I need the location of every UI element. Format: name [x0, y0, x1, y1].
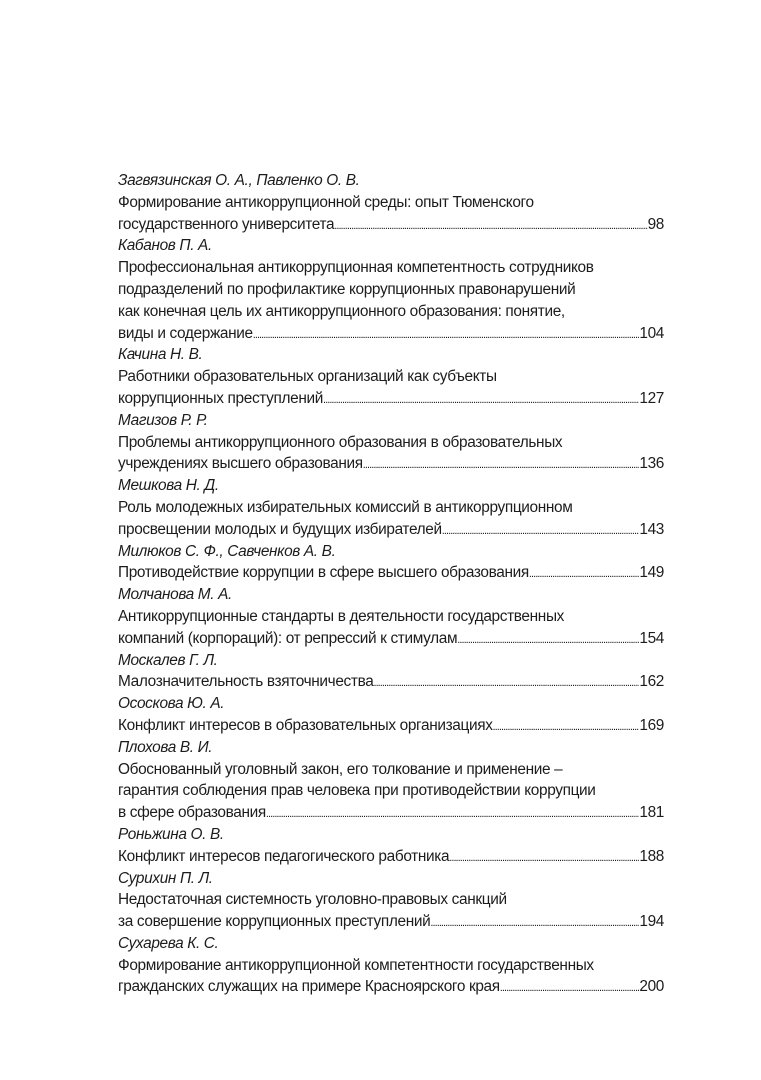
dot-leader — [457, 628, 639, 650]
toc-entry-title-line: учреждениях высшего образования — [118, 455, 363, 473]
toc-entry-final-line — [118, 802, 664, 824]
dot-leader — [334, 214, 647, 236]
toc-entry-author: Ососкова Ю. А. — [118, 695, 225, 713]
toc-entry-title-line: как конечная цель их антикоррупционного образования: понятие, — [118, 302, 565, 320]
toc-entry-title-line: просвещении молодых и будущих избирателей — [118, 520, 442, 538]
table-of-contents — [118, 170, 664, 998]
toc-entry-title-line: государственного университета — [118, 215, 335, 233]
toc-entry-title-line: Профессиональная антикоррупционная компетентность сотрудников — [118, 259, 594, 277]
toc-entry-title-line: компаний (корпораций): от репрессий к стимулам — [118, 629, 458, 647]
toc-entry-title-line: гарантия соблюдения прав человека при противодействии коррупции — [118, 782, 596, 800]
toc-entry-final-line — [118, 323, 664, 345]
toc-entry — [118, 475, 664, 540]
toc-entry-author: Сухарева К. С. — [118, 934, 219, 952]
toc-entry-author: Плохова В. И. — [118, 738, 213, 756]
toc-entry-author: Качина Н. В. — [118, 346, 203, 364]
toc-entry-title-line: Противодействие коррупции в сфере высшего образования — [118, 564, 529, 582]
toc-entry — [118, 170, 664, 235]
toc-entry-title-line: Работники образовательных организаций как субъекты — [118, 368, 497, 386]
toc-entry-author: Москалев Г. Л. — [118, 651, 218, 669]
dot-leader — [363, 453, 640, 475]
toc-entry-final-line — [118, 214, 664, 236]
page-number: 154 — [639, 629, 664, 647]
toc-entry — [118, 693, 664, 737]
page-number: 143 — [639, 520, 664, 538]
toc-entry — [118, 584, 664, 649]
toc-entry-final-line — [118, 911, 664, 933]
toc-entry-title-line: Малозначительность взяточничества — [118, 673, 374, 691]
dot-leader — [373, 671, 639, 693]
page-number: 162 — [639, 673, 664, 691]
dot-leader — [529, 562, 640, 584]
dot-leader — [442, 519, 640, 541]
toc-entry-title-line: в сфере образования — [118, 804, 266, 822]
toc-entry-title-line: Конфликт интересов педагогического работника — [118, 847, 450, 865]
page-number: 181 — [639, 804, 664, 822]
page-number: 200 — [639, 978, 664, 996]
toc-entry-title-line: подразделений по профилактике коррупционных правонарушений — [118, 280, 576, 298]
toc-entry-title-line: виды и содержание — [118, 324, 253, 342]
toc-entry-title-line: за совершение коррупционных преступлений — [118, 913, 431, 931]
toc-entry-author: Милюков С. Ф., Савченков А. В. — [118, 542, 336, 560]
page-number: 98 — [647, 215, 664, 233]
toc-entry-title-line: Формирование антикоррупционной компетентности государственных — [118, 956, 594, 974]
page-number: 194 — [639, 913, 664, 931]
toc-entry-author: Магизов Р. Р. — [118, 411, 208, 429]
toc-entry-final-line — [118, 628, 664, 650]
toc-entry-title-line: Конфликт интересов в образовательных организациях — [118, 716, 493, 734]
toc-entry — [118, 824, 664, 868]
toc-entry-title-line: Обоснованный уголовный закон, его толкование и применение – — [118, 760, 563, 778]
toc-entry-final-line — [118, 388, 664, 410]
dot-leader — [493, 715, 640, 737]
toc-entry-author: Роньжина О. В. — [118, 825, 224, 843]
toc-entry — [118, 650, 664, 694]
toc-entry-final-line — [118, 519, 664, 541]
page-number: 104 — [639, 324, 664, 342]
toc-entry-title-line: Проблемы антикоррупционного образования в образовательных — [118, 433, 563, 451]
toc-entry-final-line — [118, 562, 664, 584]
toc-entry-final-line — [118, 976, 664, 998]
toc-entry-author: Кабанов П. А. — [118, 237, 212, 255]
dot-leader — [266, 802, 639, 824]
toc-entry-final-line — [118, 453, 664, 475]
page-number: 188 — [639, 847, 664, 865]
toc-entry-final-line — [118, 715, 664, 737]
toc-entry-title-line: гражданских служащих на примере Красноярского края — [118, 978, 500, 996]
toc-entry-final-line — [118, 671, 664, 693]
dot-leader — [430, 911, 639, 933]
toc-entry-final-line — [118, 846, 664, 868]
toc-entry — [118, 737, 664, 824]
toc-entry-author: Молчанова М. А. — [118, 586, 232, 604]
page-number: 127 — [639, 389, 664, 407]
page-number: 149 — [639, 564, 664, 582]
dot-leader — [500, 976, 640, 998]
toc-entry-title-line: Недостаточная системность уголовно-правовых санкций — [118, 891, 507, 909]
toc-entry — [118, 933, 664, 998]
dot-leader — [253, 323, 640, 345]
toc-entry — [118, 235, 664, 344]
page-number: 136 — [639, 455, 664, 473]
toc-entry-title-line: Роль молодежных избирательных комиссий в антикоррупционном — [118, 498, 573, 516]
toc-entry — [118, 344, 664, 409]
toc-entry-title-line: Антикоррупционные стандарты в деятельности государственных — [118, 607, 565, 625]
toc-entry-title-line: Формирование антикоррупционной среды: опыт Тюменского — [118, 193, 534, 211]
page-number: 169 — [639, 716, 664, 734]
toc-entry-author: Сурихин П. Л. — [118, 869, 213, 887]
toc-entry-title-line: коррупционных преступлений — [118, 389, 323, 407]
toc-entry-author: Загвязинская О. А., Павленко О. В. — [118, 172, 360, 189]
toc-entry-author: Мешкова Н. Д. — [118, 477, 219, 495]
toc-entry — [118, 410, 664, 475]
toc-entry — [118, 868, 664, 933]
dot-leader — [323, 388, 639, 410]
toc-entry — [118, 541, 664, 585]
dot-leader — [449, 846, 639, 868]
